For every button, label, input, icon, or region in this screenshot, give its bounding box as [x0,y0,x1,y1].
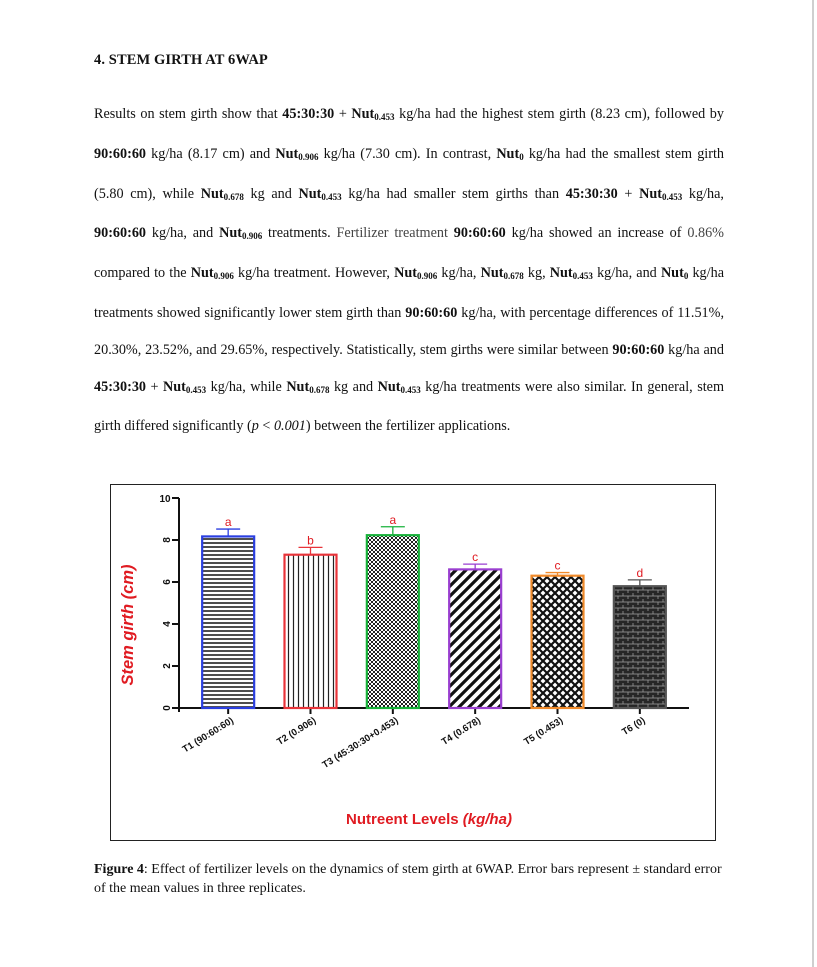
chart-bars [202,527,666,708]
x-tick-label: T4 (0.678) [439,715,483,748]
paragraph-subscript: 0.453 [661,191,683,202]
paragraph-run: kg/ha, while [206,378,287,395]
significance-letter: d [636,565,644,580]
section-heading: 4. STEM GIRTH AT 6WAP [94,52,268,68]
significance-letter: c [554,558,561,573]
significance-letter: a [224,515,232,530]
paragraph-run: kg/ha had the highest stem girth (8.23 cm), followed by [394,106,724,122]
paragraph-run: kg/ha (8.17 cm) and [146,145,276,162]
paragraph-run: kg/ha (7.30 cm). In contrast, [318,145,497,162]
paragraph-run: ) between the fertilizer applications. [305,418,511,435]
paragraph-run: 0.86% [687,225,724,242]
paragraph-subscript: 0.906 [241,231,263,242]
x-tick-label: T5 (0.453) [522,715,566,748]
bar [285,555,337,708]
significance-letter: b [307,533,314,548]
paragraph-run: kg/ha, and [592,265,661,282]
paragraph-run: + [334,106,352,122]
paragraph-run: 90:60:60 [405,304,458,321]
paragraph-subscript: 0.678 [503,271,524,282]
figure-label: Figure 4 [94,862,144,877]
figure-caption [94,860,726,898]
paragraph-run: kg/ha had the smallest stem girth (5.80 cm), while [94,145,724,202]
paragraph-subscript: 0 [519,151,524,162]
paragraph-run: 90:60:60 [94,225,147,242]
paragraph-subscript: 0.678 [223,191,244,202]
paragraph-run: kg/ha treatment. However, [233,265,395,282]
paragraph-subscript: 0.453 [572,271,593,282]
paragraph-run: p [251,418,259,435]
significance-letter: a [389,512,397,527]
x-tick-label: T3 (45:30:30+0.453) [320,715,401,771]
paragraph-run: Nut [480,265,504,282]
paragraph-run: kg/ha and [664,341,724,358]
bar [202,536,254,708]
results-paragraph [94,96,724,445]
paragraph-run: Fertilizer treatment [336,225,454,242]
paragraph-run: Nut [200,185,224,202]
x-axis-label-unit: (kg/ha) [462,811,512,828]
paragraph-run: kg, [523,265,550,282]
paragraph-subscript: 0.906 [298,151,319,162]
paragraph-run: 90:60:60 [94,145,147,162]
page-edge-rule [812,0,814,967]
paragraph-run: Nut [286,378,310,395]
paragraph-subscript: 0.906 [213,271,234,282]
paragraph-run: Nut [351,106,375,122]
y-tick-label: 0 [162,705,173,711]
paragraph-subscript: 0.906 [417,271,438,282]
paragraph-run: kg/ha treatments were also similar. In general, stem girth differed significantly ( [94,378,724,435]
paragraph-run: kg and [329,378,378,395]
paragraph-run: Nut [298,185,322,202]
paragraph-subscript: 0.453 [400,384,421,395]
x-axis-label [346,811,512,828]
figure-caption-text: : Effect of fertilizer levels on the dynamics of stem girth at 6WAP. Error bars represent ± standard error of the mean values in three replicates. [94,862,722,896]
paragraph-run: kg/ha, [437,265,481,282]
paragraph-run: compared to the [94,265,191,282]
y-tick-label: 6 [162,579,173,585]
x-tick-label: T6 (0) [620,715,648,738]
paragraph-run: kg/ha treatments showed significantly lower stem girth than [94,265,724,321]
paragraph-run: treatments. [262,225,337,242]
bar [367,535,419,708]
x-axis-label-main: Nutreent Levels [346,811,463,828]
paragraph-run: kg/ha showed an increase of [505,225,688,242]
y-tick-label: 8 [162,537,173,543]
paragraph-run: Nut [275,145,299,162]
paragraph-run: Nut [549,265,573,282]
paragraph-run: kg/ha, [682,185,724,202]
bar [449,569,501,708]
paragraph-run: Nut [394,265,417,282]
paragraph-run: < [258,418,274,435]
paragraph-subscript: 0.678 [309,384,330,395]
y-tick-label: 4 [162,621,173,627]
paragraph-run: 90:60:60 [612,341,665,358]
x-tick-label: T2 (0.906) [275,715,319,748]
x-tick-label: T1 (90:60:60) [180,715,236,756]
paragraph-run: Nut [660,265,684,282]
paragraph-run: + [617,185,640,202]
bar [614,586,666,708]
paragraph-run: + [146,378,164,395]
paragraph-subscript: 0.453 [374,112,395,122]
figure-4-chart [110,484,716,841]
paragraph-subscript: 0 [683,271,689,282]
paragraph-run: Nut [639,185,662,202]
y-tick-label: 10 [159,494,171,505]
paragraph-run: 90:60:60 [453,225,506,242]
paragraph-run: 45:30:30 [282,106,335,122]
bar-chart-svg [111,485,714,839]
paragraph-subscript: 0.453 [185,384,207,395]
paragraph-subscript: 0.453 [321,191,342,202]
paragraph-run: kg/ha, and [146,225,220,242]
y-tick-label: 2 [162,663,173,669]
paragraph-run: kg and [243,185,299,202]
paragraph-run: 0.001 [273,418,306,435]
bar [532,576,584,708]
paragraph-run: 45:30:30 [94,378,147,395]
paragraph-run: kg/ha, with percentage differences of 11.51%, 20.30%, 23.52%, and 29.65%, respectively. Statistically, stem girths were similar between [94,304,725,358]
paragraph-run: Nut [190,265,214,282]
paragraph-run: Nut [163,378,186,395]
paragraph-run: Results on stem girth show that [94,106,283,122]
y-axis-label: Stem girth (cm) [119,564,137,686]
paragraph-run: Nut [219,225,242,242]
paragraph-run: Nut [496,145,520,162]
paragraph-run: Nut [377,378,401,395]
paragraph-run: kg/ha had smaller stem girths than [341,185,566,202]
significance-letter: c [472,550,479,565]
paragraph-run: 45:30:30 [565,185,618,202]
